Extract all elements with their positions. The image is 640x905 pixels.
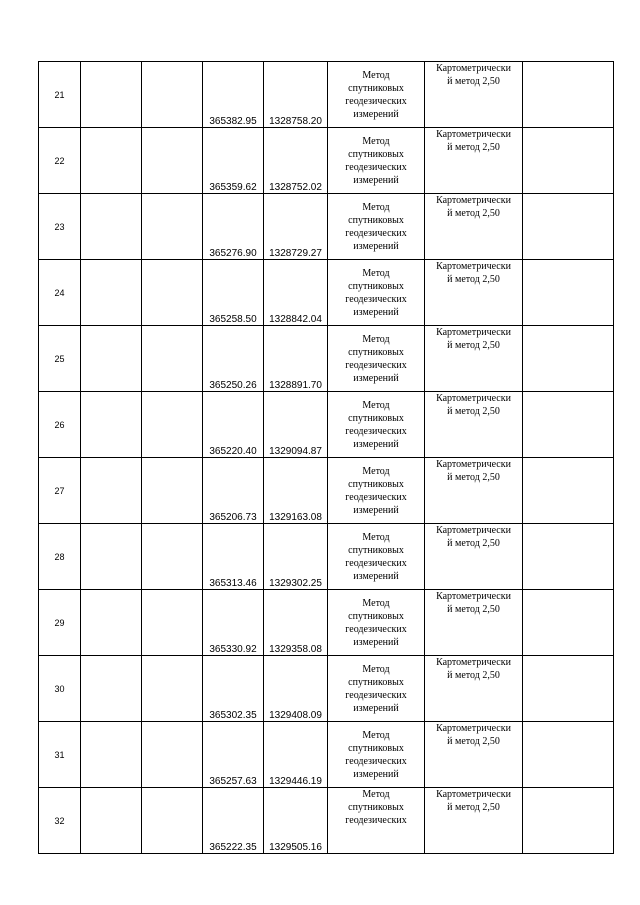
empty-cell <box>81 590 142 656</box>
method-text-line: измерений <box>353 306 399 318</box>
accuracy-cell <box>425 128 523 194</box>
coordinate-x: 365220.40 <box>203 392 264 458</box>
coordinate-y: 1329302.25 <box>264 524 328 590</box>
empty-cell <box>142 590 203 656</box>
accuracy-text-line: й метод 2,50 <box>447 472 500 483</box>
empty-cell <box>142 128 203 194</box>
empty-cell <box>142 194 203 260</box>
empty-cell <box>142 788 203 854</box>
coordinate-x: 365257.63 <box>203 722 264 788</box>
method-text-line: спутниковых <box>348 610 404 622</box>
method-text-line: геодезических <box>345 293 407 305</box>
coordinate-x: 365258.50 <box>203 260 264 326</box>
empty-cell <box>81 524 142 590</box>
table-row <box>39 722 614 788</box>
method-text-line: спутниковых <box>348 676 404 688</box>
method-cell <box>328 260 425 326</box>
empty-cell <box>81 656 142 722</box>
empty-cell <box>523 788 614 854</box>
empty-cell <box>523 458 614 524</box>
method-cell <box>328 392 425 458</box>
point-number: 21 <box>39 62 81 128</box>
empty-cell <box>142 458 203 524</box>
empty-cell <box>142 524 203 590</box>
method-cell <box>328 194 425 260</box>
accuracy-cell <box>425 458 523 524</box>
accuracy-text-line: Картометрически <box>436 195 511 206</box>
method-text-line: Метод <box>362 399 390 411</box>
point-number: 32 <box>39 788 81 854</box>
table-row <box>39 590 614 656</box>
empty-cell <box>81 722 142 788</box>
table-row <box>39 260 614 326</box>
empty-cell <box>523 392 614 458</box>
method-text-line: Метод <box>362 135 390 147</box>
method-text-line: Метод <box>362 597 390 609</box>
coordinate-y: 1329446.19 <box>264 722 328 788</box>
point-number: 24 <box>39 260 81 326</box>
accuracy-cell <box>425 392 523 458</box>
method-text-line: Метод <box>362 201 390 213</box>
empty-cell <box>142 392 203 458</box>
coordinate-y: 1329094.87 <box>264 392 328 458</box>
accuracy-text-line: Картометрически <box>436 261 511 272</box>
accuracy-cell <box>425 260 523 326</box>
method-text-line: геодезических <box>345 425 407 437</box>
empty-cell <box>81 128 142 194</box>
coordinate-x: 365250.26 <box>203 326 264 392</box>
method-text-line: геодезических <box>345 359 407 371</box>
coordinate-x: 365302.35 <box>203 656 264 722</box>
empty-cell <box>81 260 142 326</box>
point-number: 22 <box>39 128 81 194</box>
method-text-line: спутниковых <box>348 742 404 754</box>
accuracy-text-line: Картометрически <box>436 525 511 536</box>
coordinate-x: 365222.35 <box>203 788 264 854</box>
coordinate-x: 365276.90 <box>203 194 264 260</box>
method-cell <box>328 128 425 194</box>
method-text-line: спутниковых <box>348 346 404 358</box>
coordinate-y: 1329408.09 <box>264 656 328 722</box>
method-text-line: измерений <box>353 504 399 516</box>
method-text-line: спутниковых <box>348 280 404 292</box>
table-body <box>39 62 614 854</box>
coordinate-x: 365313.46 <box>203 524 264 590</box>
method-text-line: Метод <box>362 663 390 675</box>
point-number: 28 <box>39 524 81 590</box>
method-text-line: Метод <box>362 729 390 741</box>
method-cell <box>328 722 425 788</box>
accuracy-cell <box>425 62 523 128</box>
coordinate-y: 1329358.08 <box>264 590 328 656</box>
accuracy-text-line: й метод 2,50 <box>447 802 500 813</box>
table-row <box>39 524 614 590</box>
method-text-line: спутниковых <box>348 148 404 160</box>
method-text-line: геодезических <box>345 95 407 107</box>
coordinate-y: 1328758.20 <box>264 62 328 128</box>
accuracy-text-line: Картометрически <box>436 129 511 140</box>
empty-cell <box>142 326 203 392</box>
table-row <box>39 128 614 194</box>
accuracy-cell <box>425 524 523 590</box>
table-row <box>39 392 614 458</box>
point-number: 29 <box>39 590 81 656</box>
accuracy-text-line: Картометрически <box>436 327 511 338</box>
coordinate-y: 1328891.70 <box>264 326 328 392</box>
method-cell <box>328 656 425 722</box>
coordinates-table <box>38 61 614 854</box>
accuracy-text-line: й метод 2,50 <box>447 604 500 615</box>
accuracy-text-line: й метод 2,50 <box>447 406 500 417</box>
accuracy-text-line: й метод 2,50 <box>447 142 500 153</box>
table-row <box>39 62 614 128</box>
empty-cell <box>523 326 614 392</box>
empty-cell <box>523 590 614 656</box>
accuracy-text-line: й метод 2,50 <box>447 736 500 747</box>
method-text-line: Метод <box>362 789 390 800</box>
method-text-line: Метод <box>362 531 390 543</box>
point-number: 25 <box>39 326 81 392</box>
empty-cell <box>81 194 142 260</box>
point-number: 31 <box>39 722 81 788</box>
point-number: 26 <box>39 392 81 458</box>
method-cell <box>328 326 425 392</box>
coordinate-x: 365330.92 <box>203 590 264 656</box>
table-row <box>39 194 614 260</box>
accuracy-text-line: Картометрически <box>436 591 511 602</box>
method-text-line: спутниковых <box>348 214 404 226</box>
method-text-line: спутниковых <box>348 544 404 556</box>
empty-cell <box>523 722 614 788</box>
method-text-line: спутниковых <box>348 82 404 94</box>
empty-cell <box>81 326 142 392</box>
table-row <box>39 656 614 722</box>
method-text-line: измерений <box>353 702 399 714</box>
empty-cell <box>523 260 614 326</box>
method-text-line: геодезических <box>345 689 407 701</box>
empty-cell <box>523 194 614 260</box>
empty-cell <box>142 260 203 326</box>
method-text-line: Метод <box>362 267 390 279</box>
table-row <box>39 788 614 854</box>
table-row <box>39 458 614 524</box>
empty-cell <box>523 656 614 722</box>
method-text-line: измерений <box>353 636 399 648</box>
method-text-line: спутниковых <box>348 412 404 424</box>
accuracy-text-line: й метод 2,50 <box>447 340 500 351</box>
empty-cell <box>81 62 142 128</box>
empty-cell <box>81 458 142 524</box>
method-text-line: Метод <box>362 465 390 477</box>
method-text-line: измерений <box>353 768 399 780</box>
method-cell <box>328 458 425 524</box>
coordinate-y: 1329505.16 <box>264 788 328 854</box>
accuracy-cell <box>425 194 523 260</box>
accuracy-text-line: Картометрически <box>436 393 511 404</box>
accuracy-cell <box>425 590 523 656</box>
method-text-line: Метод <box>362 69 390 81</box>
empty-cell <box>523 128 614 194</box>
accuracy-text-line: Картометрически <box>436 723 511 734</box>
accuracy-text-line: й метод 2,50 <box>447 274 500 285</box>
method-text-line: геодезических <box>345 227 407 239</box>
empty-cell <box>523 62 614 128</box>
method-text-line: измерений <box>353 372 399 384</box>
accuracy-cell <box>425 656 523 722</box>
method-text-line: измерений <box>353 438 399 450</box>
accuracy-text-line: Картометрически <box>436 657 511 668</box>
method-text-line: геодезических <box>345 815 407 826</box>
accuracy-text-line: й метод 2,50 <box>447 208 500 219</box>
empty-cell <box>81 788 142 854</box>
accuracy-text-line: Картометрически <box>436 63 511 74</box>
accuracy-text-line: Картометрически <box>436 789 511 800</box>
method-text-line: Метод <box>362 333 390 345</box>
accuracy-cell <box>425 722 523 788</box>
coordinate-y: 1328729.27 <box>264 194 328 260</box>
point-number: 27 <box>39 458 81 524</box>
method-text-line: измерений <box>353 108 399 120</box>
empty-cell <box>523 524 614 590</box>
coordinate-x: 365206.73 <box>203 458 264 524</box>
coordinate-y: 1328842.04 <box>264 260 328 326</box>
method-text-line: геодезических <box>345 623 407 635</box>
empty-cell <box>142 62 203 128</box>
method-text-line: измерений <box>353 240 399 252</box>
table-row <box>39 326 614 392</box>
empty-cell <box>142 722 203 788</box>
method-text-line: геодезических <box>345 755 407 767</box>
accuracy-text-line: Картометрически <box>436 459 511 470</box>
accuracy-text-line: й метод 2,50 <box>447 670 500 681</box>
empty-cell <box>81 392 142 458</box>
coordinate-x: 365359.62 <box>203 128 264 194</box>
accuracy-cell <box>425 788 523 854</box>
method-text-line: спутниковых <box>348 478 404 490</box>
method-text-line: геодезических <box>345 557 407 569</box>
coordinate-x: 365382.95 <box>203 62 264 128</box>
method-cell <box>328 524 425 590</box>
method-cell <box>328 590 425 656</box>
coordinate-y: 1329163.08 <box>264 458 328 524</box>
point-number: 30 <box>39 656 81 722</box>
coordinate-y: 1328752.02 <box>264 128 328 194</box>
empty-cell <box>142 656 203 722</box>
method-text-line: измерений <box>353 174 399 186</box>
method-text-line: спутниковых <box>348 802 404 813</box>
accuracy-cell <box>425 326 523 392</box>
method-text-line: измерений <box>353 570 399 582</box>
point-number: 23 <box>39 194 81 260</box>
method-text-line: геодезических <box>345 491 407 503</box>
accuracy-text-line: й метод 2,50 <box>447 76 500 87</box>
accuracy-text-line: й метод 2,50 <box>447 538 500 549</box>
method-cell <box>328 62 425 128</box>
method-text-line: геодезических <box>345 161 407 173</box>
method-cell <box>328 788 425 854</box>
